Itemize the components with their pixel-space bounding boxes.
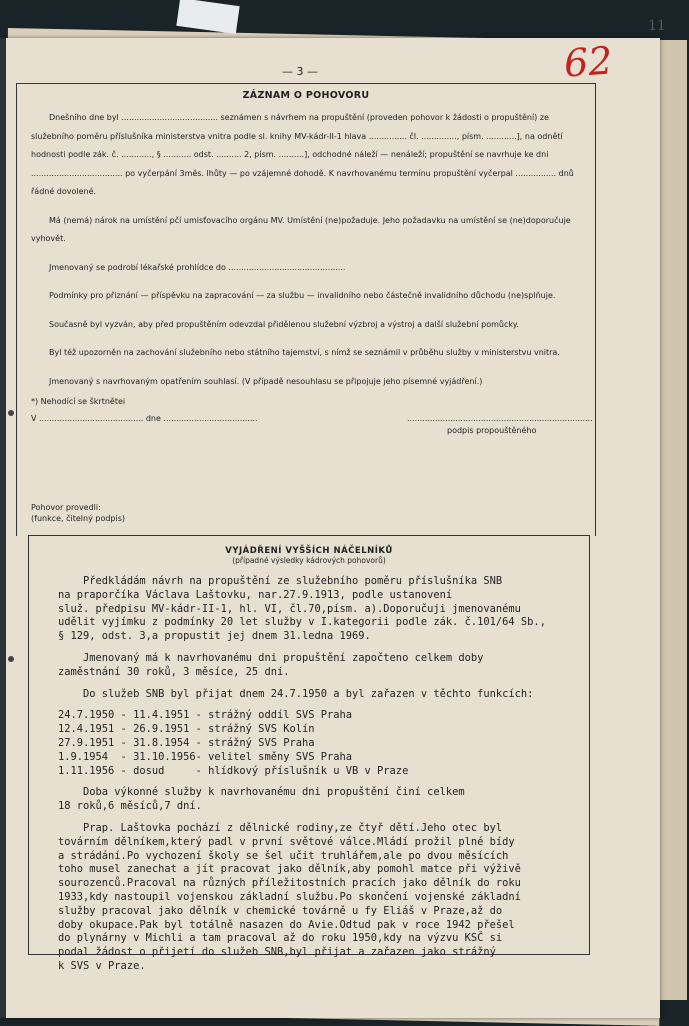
paper-tab — [176, 0, 239, 34]
section-title: VYJÁDŘENÍ VYŠŠÍCH NÁČELNÍKŮ — [225, 546, 393, 556]
form-paragraph-equipment: Současně byl vyzván, aby před propuštěním odevzdal přidělenou služební výzbroj a výstroj a další služební pomůcky. — [49, 319, 519, 329]
service-entry: 1.11.1956 - dosud - hlídkový příslušník u VB v Praze — [58, 764, 409, 777]
form-paragraph-consent: Jmenovaný s navrhovaným opatřením souhlasí. (V případě nesouhlasu se připojuje jeho písemné vyjádření.) — [49, 376, 483, 386]
superiors-statement-section — [28, 535, 590, 972]
page-number: — 3 — — [282, 65, 318, 78]
service-entry: 1.9.1954 - 31.10.1956- velitel směny SVS Praha — [58, 750, 353, 763]
place-date-line: V ......................................... dne ..................................... — [31, 413, 258, 423]
service-entry: 24.7.1950 - 11.4.1951 - strážný oddíl SVS Praha — [58, 709, 353, 722]
text-line: udělit vyjímku z podmínky 20 let služby v I.kategorii podle zák. č.101/64 Sb., — [58, 616, 546, 629]
biography-paragraph — [3, 822, 589, 974]
service-start-paragraph — [3, 688, 589, 702]
pencil-mark: 11 — [648, 18, 666, 34]
form-title: ZÁZNAM O POHOVORU — [242, 90, 370, 101]
text-line: do plynárny v Michli a tam pracoval až do roku 1950,kdy na výzvu KSČ si — [58, 932, 503, 945]
interviewers-label: Pohovor provedli: — [31, 503, 101, 512]
text-line: Do služeb SNB byl přijat dnem 24.7.1950 a byl zařazen v těchto funkcích: — [58, 687, 534, 700]
text-line: zaměstnání 30 roků, 3 měsíce, 25 dní. — [58, 665, 290, 678]
text-line: továrním dělníkem,který padl v první světové válce.Mládí prožil plné bídy — [58, 835, 515, 848]
form-paragraph-pension: Podmínky pro přiznání — příspěvku na zapracování — za službu — invalidního nebo částečně invalidního důchodu (ne)splňuje. — [49, 291, 556, 300]
text-line: toho musel zanechat a jít pracovat jako dělník,aby pomohl matce při výživě — [58, 863, 521, 876]
text-line: Doba výkonné služby k navrhovanému dni propuštění činí celkem — [58, 786, 465, 799]
form-paragraph-dismissal: Dnešního dne byl ...................................... seznámen s návrhem na propuštění (proveden pohovor k žádosti o propuštění) ze služebního poměru příslušníka ministerstva vnitra podle sl. knihy MV-kádr-II-1 hlava ............... čl. .............., písm. ............], na odnětí hodnosti podle zák. č. ............, § ........... odst. .......... 2, písm. ..........], odchodné náleží — nenáleží; propuštění se navrhuje ke dni .................................... po vyčerpání 3měs. lhůty — po vzájemné dohodě. K navrhovanému termínu propuštění vyčerpal ................ dnů řádné dovolené. — [31, 113, 574, 196]
interview-record-form — [16, 83, 596, 536]
text-line: podal žádost o přijetí do služeb SNB,byl přijat a zařazen jako strážný — [58, 946, 496, 959]
text-line: 1933,kdy nastoupil vojenskou základní službu.Po skončení vojenské základní — [58, 890, 521, 903]
text-line: sourozenců.Pracoval na různých příležitostních pracích jako dělník do roku — [58, 877, 521, 890]
text-line: služ. předpisu MV-kádr-II-1, hl. VI, čl.70,písm. a).Doporučuji jmenovanému — [58, 602, 521, 615]
text-line: 18 roků,6 měsíců,7 dní. — [58, 800, 202, 813]
service-history-list — [3, 709, 589, 778]
punch-hole — [8, 410, 14, 416]
text-line: doby okupace.Pak byl totálně nasazen do Avie.Odtud pak v roce 1942 přešel — [58, 918, 515, 931]
employment-duration-paragraph — [3, 652, 589, 680]
text-line: na praporčíka Václava Laštovku, nar.27.9.1913, podle ustanovení — [58, 588, 453, 601]
form-footnote: *) Nehodící se škrtnětei — [31, 397, 126, 406]
text-line: služby pracoval jako dělník v chemické továrně u fy Eliáš v Praze,až do — [58, 904, 503, 917]
proposal-paragraph — [3, 575, 589, 644]
text-line: § 129, odst. 3,a propustit jej dnem 31.ledna 1969. — [58, 630, 371, 643]
text-line: Jmenovaný má k navrhovanému dni propuštění započteno celkem doby — [58, 651, 484, 664]
service-entry: 27.9.1951 - 31.8.1954 - strážný SVS Praha — [58, 736, 315, 749]
section-subtitle: (případné výsledky kádrových pohovorů) — [232, 556, 386, 565]
form-paragraph-medical: Jmenovaný se podrobí lékařské prohlídce do .............................................. — [49, 262, 346, 272]
handwritten-folio-number: 62 — [562, 38, 614, 86]
signature-line: ......................................................................... — [407, 413, 593, 423]
interviewers-sublabel: (funkce, čitelný podpis) — [31, 514, 126, 523]
signature-label: podpis propouštěného — [447, 425, 537, 435]
signature-row — [17, 412, 595, 442]
form-paragraph-placement: Má (nemá) nárok na umístění pčí umisťovacího orgánu MV. Umístění (ne)požaduje. Jeho požadavku na umístění se (ne)doporučuje vyhovět. — [31, 215, 571, 243]
text-line: k SVS v Praze. — [58, 959, 146, 972]
service-entry: 12.4.1951 - 26.9.1951 - strážný SVS Kolín — [58, 723, 315, 736]
text-line: Předkládám návrh na propuštění ze služebního poměru příslušníka SNB — [58, 575, 503, 587]
text-line: a strádání.Po vychození školy se šel učit truhlářem,ale po dvou měsících — [58, 849, 509, 862]
active-service-paragraph — [3, 786, 589, 814]
text-line: Prap. Laštovka pochází z dělnické rodiny,ze čtyř dětí.Jeho otec byl — [58, 821, 503, 834]
form-paragraph-secrecy: Byl též upozorněn na zachování služebního nebo státního tajemství, s nímž se seznámil v průběhu služby v ministerstvu vnitra. — [49, 348, 560, 357]
